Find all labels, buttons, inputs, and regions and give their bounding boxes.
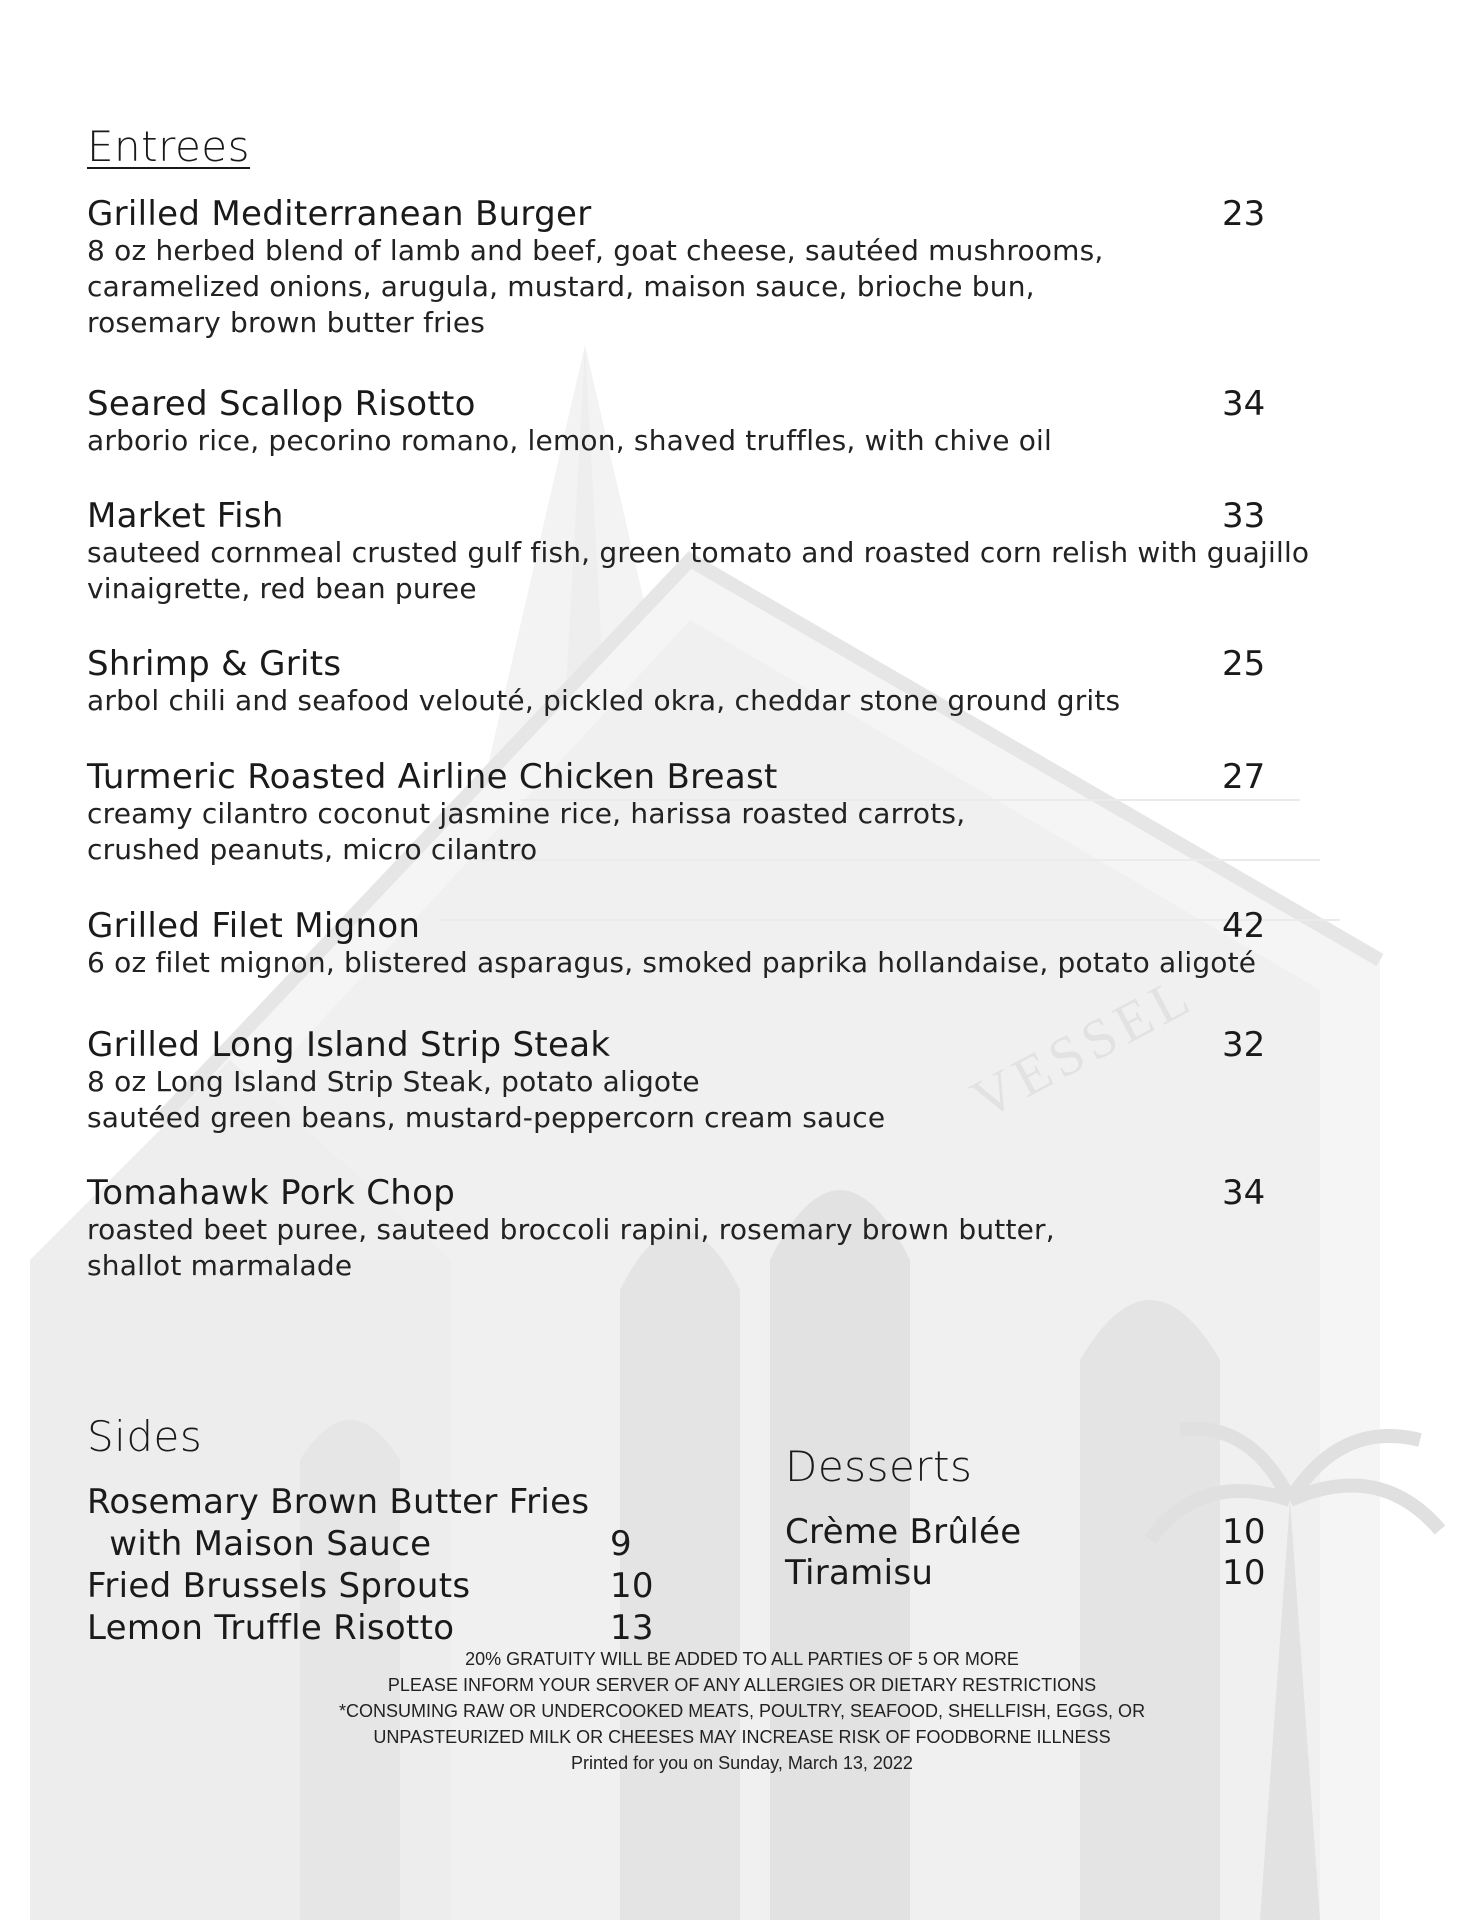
dessert-name: Crème Brûlée (785, 1512, 1022, 1552)
entree-price: 25 (1222, 644, 1266, 684)
entree-name: Shrimp & Grits (87, 644, 342, 684)
side-price: 13 (610, 1608, 654, 1648)
dessert-price: 10 (1222, 1512, 1266, 1552)
entree-item (87, 1026, 1387, 1136)
dessert-item (785, 1512, 1285, 1552)
side-item (87, 1482, 687, 1522)
entree-name: Market Fish (87, 496, 284, 536)
side-price: 10 (610, 1566, 654, 1606)
entree-price: 34 (1222, 384, 1266, 424)
entree-description: 8 oz Long Island Strip Steak, potato aligote (87, 1065, 700, 1098)
entree-description: vinaigrette, red bean puree (87, 572, 477, 605)
entree-item (87, 645, 1387, 719)
sides-heading: Sides (87, 1412, 203, 1461)
entree-description: sautéed green beans, mustard-peppercorn cream sauce (87, 1101, 886, 1134)
side-name: Rosemary Brown Butter Fries (87, 1482, 590, 1522)
entree-description: arborio rice, pecorino romano, lemon, shaved truffles, with chive oil (87, 424, 1053, 457)
entree-name: Grilled Filet Mignon (87, 906, 421, 946)
side-price: 9 (610, 1524, 632, 1564)
entree-price: 32 (1222, 1025, 1266, 1065)
entree-price: 34 (1222, 1173, 1266, 1213)
entree-name: Seared Scallop Risotto (87, 384, 476, 424)
footer-line: UNPASTEURIZED MILK OR CHEESES MAY INCREASE RISK OF FOODBORNE ILLNESS (373, 1727, 1111, 1747)
entree-name: Grilled Long Island Strip Steak (87, 1025, 611, 1065)
side-item (87, 1608, 687, 1648)
entree-description: rosemary brown butter fries (87, 306, 486, 339)
entree-name: Grilled Mediterranean Burger (87, 194, 592, 234)
entree-item (87, 195, 1387, 341)
entree-name: Tomahawk Pork Chop (87, 1173, 456, 1213)
footer-line: PLEASE INFORM YOUR SERVER OF ANY ALLERGIES OR DIETARY RESTRICTIONS (387, 1675, 1097, 1695)
entree-item (87, 1174, 1387, 1284)
entree-price: 33 (1222, 496, 1266, 536)
watermark-sign: VESSEL (961, 963, 1205, 1132)
dessert-item (785, 1553, 1285, 1593)
side-name: Lemon Truffle Risotto (87, 1608, 455, 1648)
entree-item (87, 907, 1387, 981)
footer-line: *CONSUMING RAW OR UNDERCOOKED MEATS, POULTRY, SEAFOOD, SHELLFISH, EGGS, OR (338, 1701, 1146, 1721)
footer-notice (0, 1646, 1484, 1776)
entree-name: Turmeric Roasted Airline Chicken Breast (87, 757, 778, 797)
dessert-name: Tiramisu (785, 1553, 934, 1593)
side-item (87, 1524, 687, 1564)
desserts-heading: Desserts (785, 1442, 973, 1491)
entree-item (87, 497, 1387, 607)
entree-description: 6 oz filet mignon, blistered asparagus, smoked paprika hollandaise, potato aligoté (87, 946, 1257, 979)
entree-description: creamy cilantro coconut jasmine rice, harissa roasted carrots, (87, 797, 966, 830)
side-item (87, 1566, 687, 1606)
entree-price: 42 (1222, 906, 1266, 946)
side-name: with Maison Sauce (87, 1524, 432, 1564)
entree-description: arbol chili and seafood velouté, pickled okra, cheddar stone ground grits (87, 684, 1121, 717)
entree-item (87, 758, 1387, 868)
entree-description: shallot marmalade (87, 1249, 353, 1282)
entree-item (87, 385, 1387, 459)
entree-price: 27 (1222, 757, 1266, 797)
entree-description: sauteed cornmeal crusted gulf fish, green tomato and roasted corn relish with guajillo (87, 536, 1310, 569)
entrees-heading: Entrees (87, 122, 251, 171)
entree-price: 23 (1222, 194, 1266, 234)
footer-line: 20% GRATUITY WILL BE ADDED TO ALL PARTIES OF 5 OR MORE (465, 1649, 1019, 1669)
dessert-price: 10 (1222, 1553, 1266, 1593)
entree-description: roasted beet puree, sauteed broccoli rapini, rosemary brown butter, (87, 1213, 1055, 1246)
side-name: Fried Brussels Sprouts (87, 1566, 471, 1606)
entree-description: crushed peanuts, micro cilantro (87, 833, 538, 866)
entree-description: 8 oz herbed blend of lamb and beef, goat cheese, sautéed mushrooms, (87, 234, 1104, 267)
printed-date: Printed for you on Sunday, March 13, 2022 (571, 1753, 913, 1773)
entree-description: caramelized onions, arugula, mustard, maison sauce, brioche bun, (87, 270, 1035, 303)
